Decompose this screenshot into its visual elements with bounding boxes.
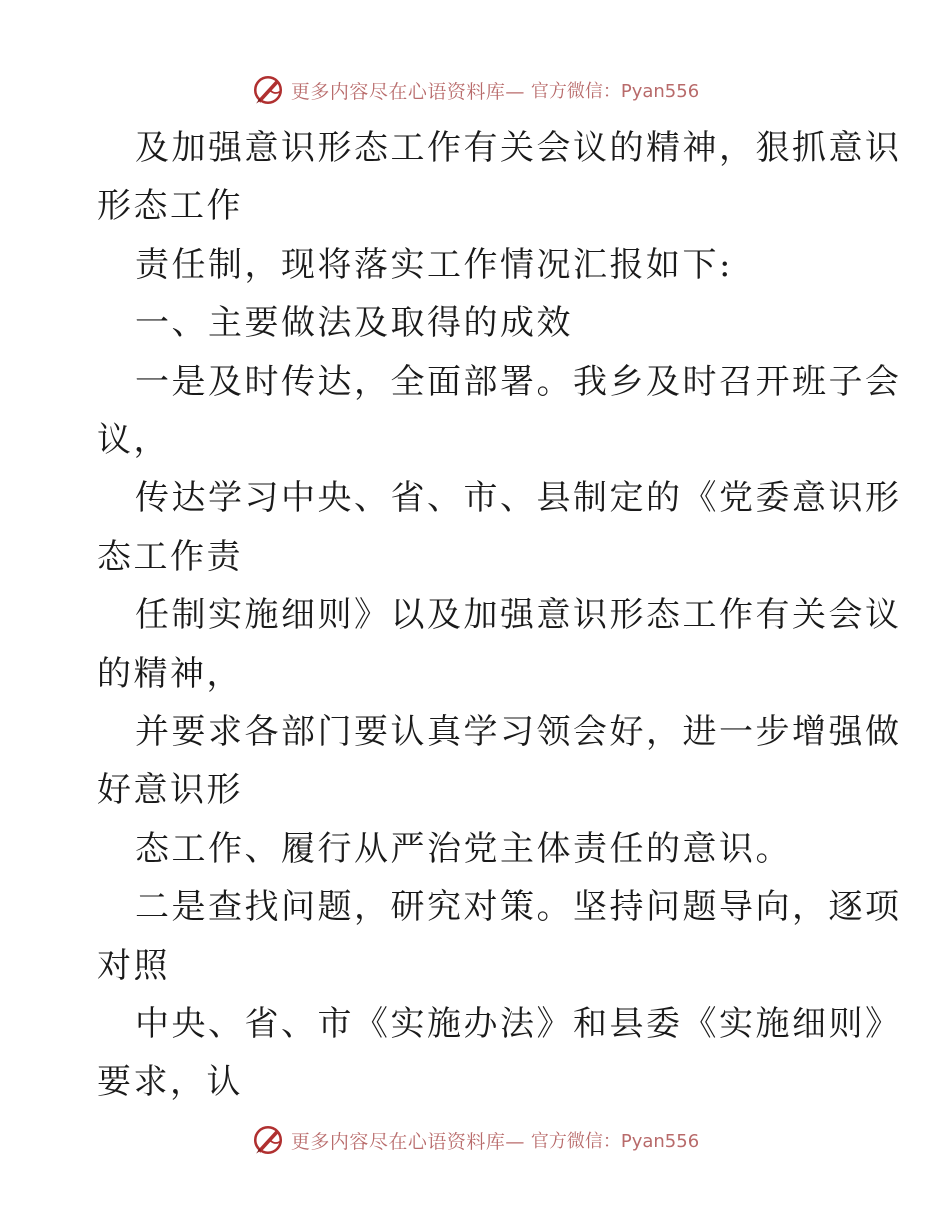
text-line-10: 的精神，	[97, 654, 243, 694]
text-line-2: 形态工作	[97, 186, 243, 226]
watermark-brand-text: 更多内容尽在心语资料库—	[290, 80, 525, 103]
watermark-group	[251, 1123, 699, 1157]
watermark-group	[251, 73, 699, 107]
header-watermark	[0, 70, 950, 110]
text-line-15: 对照	[97, 946, 170, 986]
text-line-3: 责任制，现将落实工作情况汇报如下:	[135, 245, 733, 285]
text-line-13: 态工作、履行从严治党主体责任的意识。	[135, 829, 792, 869]
text-line-6: 议，	[97, 420, 170, 460]
footer-watermark	[0, 1120, 950, 1160]
text-line-7: 传达学习中央、省、市、县制定的《党委意识形	[135, 478, 902, 518]
text-line-17: 要求，认	[97, 1062, 243, 1102]
watermark-contact-text: 官方微信：Pyan556	[530, 81, 700, 102]
text-line-12: 好意识形	[97, 770, 243, 810]
text-line-16: 中央、省、市《实施办法》和县委《实施细则》	[135, 1004, 902, 1044]
watermark-brand-text: 更多内容尽在心语资料库—	[290, 1130, 525, 1153]
quill-pen-icon	[251, 1123, 285, 1157]
text-line-8: 态工作责	[97, 537, 243, 577]
text-line-5: 一是及时传达，全面部署。我乡及时召开班子会	[135, 362, 902, 402]
text-line-1: 及加强意识形态工作有关会议的精神，狠抓意识	[135, 128, 902, 168]
watermark-contact-text: 官方微信：Pyan556	[530, 1131, 700, 1152]
section-heading: 一、主要做法及取得的成效	[135, 303, 573, 343]
text-line-11: 并要求各部门要认真学习领会好，进一步增强做	[135, 712, 902, 752]
text-line-9: 任制实施细则》以及加强意识形态工作有关会议	[135, 595, 902, 635]
text-line-14: 二是查找问题，研究对策。坚持问题导向，逐项	[135, 887, 902, 927]
quill-pen-icon	[251, 73, 285, 107]
